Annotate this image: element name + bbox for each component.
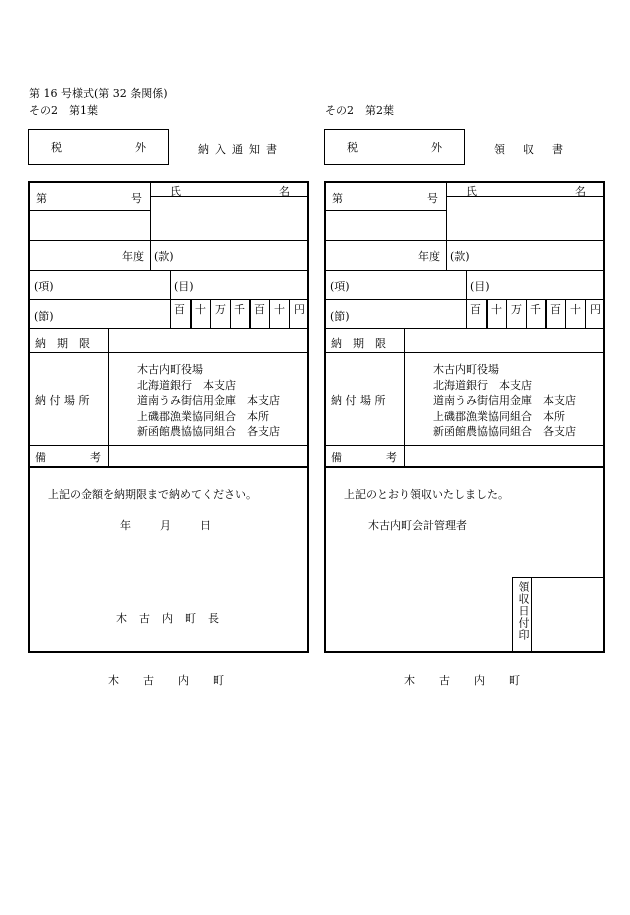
right-payment-place-item: 北海道銀行 本支店 xyxy=(433,378,532,392)
left-payment-place-item: 北海道銀行 本支店 xyxy=(137,378,236,392)
right-sheet-title: 領収書 xyxy=(494,143,581,156)
right-unit-sen: 千 xyxy=(530,303,541,316)
right-setsu-label: (節) xyxy=(330,310,350,323)
right-tax-left: 税 xyxy=(347,141,358,154)
left-part-label: その2 第1葉 xyxy=(29,104,98,117)
right-payment-place-item: 上磯郡漁業協同組合 本所 xyxy=(433,409,565,423)
right-tax-box xyxy=(324,129,465,165)
right-payment-places xyxy=(433,362,576,440)
left-unit-man: 万 xyxy=(215,303,226,316)
left-payment-places xyxy=(137,362,280,440)
left-footer: 木古内町 xyxy=(108,674,248,687)
left-year-label: 年度 xyxy=(122,250,144,263)
left-unit-juu2: 十 xyxy=(274,303,285,316)
right-payment-place-label: 納 付 場 所 xyxy=(331,394,386,407)
left-payment-place-item: 新函館農協協同組合 各支店 xyxy=(137,425,280,438)
right-treasurer: 木古内町会計管理者 xyxy=(368,519,467,532)
left-payment-place-label: 納 付 場 所 xyxy=(35,394,90,407)
receipt-stamp-label: 領収日付印 xyxy=(517,581,530,641)
right-year-label: 年度 xyxy=(418,250,440,263)
right-moku-label: (目) xyxy=(470,280,490,293)
left-payment-place-item: 道南うみ街信用金庫 本支店 xyxy=(137,394,280,407)
right-footer: 木古内町 xyxy=(404,674,544,687)
form-title: 第 16 号様式(第 32 条関係) xyxy=(29,87,168,100)
right-message: 上記のとおり領収いたしました。 xyxy=(344,488,509,501)
left-deadline-label: 納 期 限 xyxy=(35,337,90,350)
left-sheet-title: 納入通知書 xyxy=(198,143,283,156)
left-kou-label: (項) xyxy=(34,280,54,293)
right-payment-place-item: 道南うみ街信用金庫 本支店 xyxy=(433,394,576,407)
right-unit-juu2: 十 xyxy=(570,303,581,316)
left-payment-place-item: 上磯郡漁業協同組合 本所 xyxy=(137,409,269,423)
left-tax-left: 税 xyxy=(51,141,62,154)
right-remarks-label: 備 考 xyxy=(331,451,397,464)
left-tax-right: 外 xyxy=(135,141,146,154)
right-kou-label: (項) xyxy=(330,280,350,293)
right-unit-man: 万 xyxy=(511,303,522,316)
left-date-line: 年 月 日 xyxy=(120,519,211,532)
left-kan-label: (款) xyxy=(154,250,174,263)
left-unit-yen: 円 xyxy=(294,303,305,316)
left-form-table xyxy=(28,181,309,653)
right-name-label: 氏 名 xyxy=(466,185,586,198)
left-remarks-label: 備 考 xyxy=(35,451,101,464)
left-signer: 木古内町長 xyxy=(116,612,231,625)
left-name-label: 氏 名 xyxy=(170,185,290,198)
right-unit-juu1: 十 xyxy=(491,303,502,316)
right-tax-right: 外 xyxy=(431,141,442,154)
left-unit-hyaku2: 百 xyxy=(254,303,265,316)
left-moku-label: (目) xyxy=(174,280,194,293)
left-payment-place-item: 木古内町役場 xyxy=(137,363,203,376)
right-kan-label: (款) xyxy=(450,250,470,263)
right-form-table xyxy=(324,181,605,653)
right-part-label: その2 第2葉 xyxy=(325,104,394,117)
right-unit-hyaku2: 百 xyxy=(550,303,561,316)
left-unit-hyaku1: 百 xyxy=(174,303,185,316)
right-unit-yen: 円 xyxy=(590,303,601,316)
right-payment-place-item: 木古内町役場 xyxy=(433,363,499,376)
right-payment-place-item: 新函館農協協同組合 各支店 xyxy=(433,425,576,438)
left-message: 上記の金額を納期限まで納めてください。 xyxy=(48,488,257,501)
right-number-label: 第 号 xyxy=(332,192,438,205)
left-unit-juu1: 十 xyxy=(195,303,206,316)
right-unit-hyaku1: 百 xyxy=(470,303,481,316)
left-setsu-label: (節) xyxy=(34,310,54,323)
left-number-label: 第 号 xyxy=(36,192,142,205)
left-unit-sen: 千 xyxy=(234,303,245,316)
left-tax-box xyxy=(28,129,169,165)
right-deadline-label: 納 期 限 xyxy=(331,337,386,350)
